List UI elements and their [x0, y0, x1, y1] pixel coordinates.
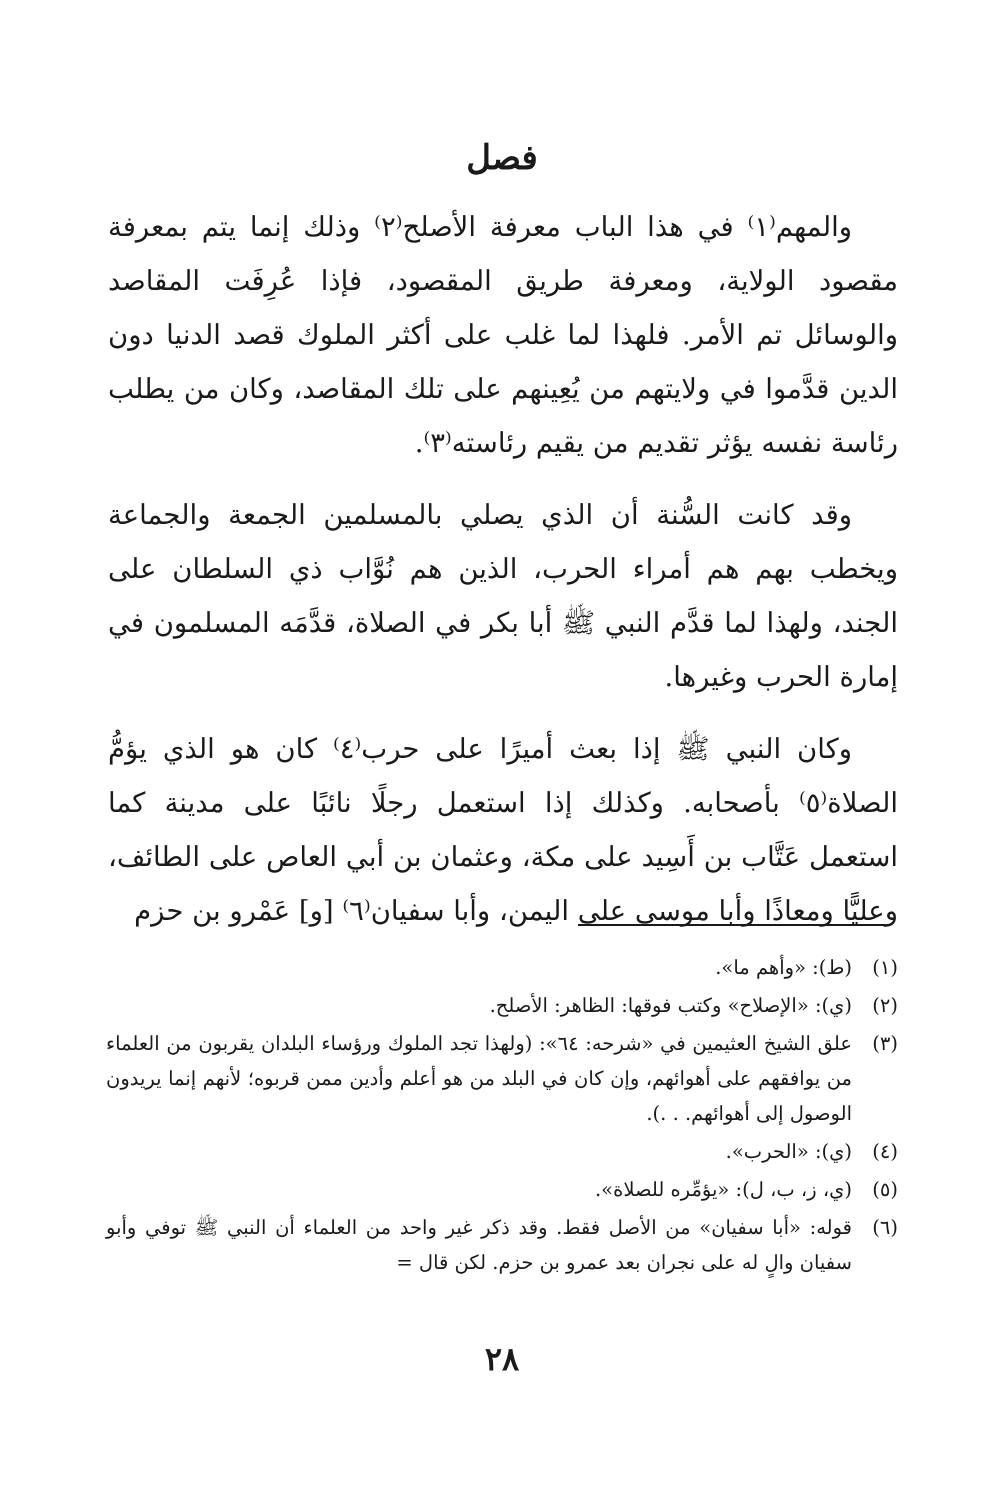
- footnote-item: [106, 1172, 898, 1207]
- footnote-item: [106, 1134, 898, 1169]
- footnote-item: [106, 1026, 898, 1131]
- footnote-item: [106, 1210, 898, 1280]
- footnote-number: (٦): [872, 1216, 898, 1239]
- main-text: [108, 200, 898, 956]
- section-heading: فصل: [466, 138, 538, 178]
- page-number: ٢٨: [484, 1340, 520, 1378]
- footnote-text: (ي، ز، ب، ل): «يؤمِّره للصلاة».: [594, 1178, 852, 1201]
- footnote-item: [106, 988, 898, 1023]
- footnote-text: (ط): «وأهم ما».: [715, 956, 852, 979]
- footnote-item: [106, 950, 898, 985]
- footnote-number: (١): [872, 956, 898, 979]
- footnote-number: (٣): [872, 1032, 898, 1055]
- footnote-number: (٢): [872, 994, 898, 1017]
- footnote-number: (٤): [872, 1140, 898, 1163]
- footnote-text: (ي): «الإصلاح» وكتب فوقها: الظاهر: الأصلح.: [489, 994, 852, 1017]
- footnote-text: علق الشيخ العثيمين في «شرحه: ٦٤»: (ولهذا تجد الملوك ورؤساء البلدان يقربون من العلماء من يوافقهم على أهوائهم، وإن كان في البلد من هو أعلم وأدين ممن قربوه؛ لأنهم إنما يريدون الوصول إلى أهوائهم. . .).: [106, 1032, 853, 1125]
- paragraph: وقد كانت السُّنة أن الذي يصلي بالمسلمين الجمعة والجماعة ويخطب بهم هم أمراء الحرب، الذين هم نُوَّاب ذي السلطان على الجند، ولهذا لما قدَّم النبي ﷺ أبا بكر في الصلاة، قدَّمَه المسلمون في إمارة الحرب وغيرها.: [108, 499, 898, 693]
- footnotes-list: [106, 950, 898, 1283]
- paragraph: وكان النبي ﷺ إذا بعث أميرًا على حرب⁽٤⁾ كان هو الذي يؤمُّ الصلاة⁽٥⁾ بأصحابه. وكذلك إذا استعمل رجلًا نائبًا على مدينة كما استعمل عَتَّاب بن أَسِيد على مكة، وعثمان بن أبي العاص على الطائف، وعليًّا ومعاذًا وأبا موسى على اليمن، وأبا سفيان⁽٦⁾ [و] عَمْرو بن حزم: [108, 733, 898, 927]
- footnote-separator: [578, 924, 886, 926]
- footnote-text: قوله: «أبا سفيان» من الأصل فقط. وقد ذكر غير واحد من العلماء أن النبي ﷺ توفي وأبو سفيان والٍ له على نجران بعد عمرو بن حزم. لكن قال =: [106, 1216, 852, 1274]
- footnote-text: (ي): «الحرب».: [725, 1140, 852, 1163]
- footnote-number: (٥): [872, 1178, 898, 1201]
- paragraph: والمهم⁽١⁾ في هذا الباب معرفة الأصلح⁽٢⁾ وذلك إنما يتم بمعرفة مقصود الولاية، ومعرفة طريق المقصود، فإذا عُرِفَت المقاصد والوسائل تم الأمر. فلهذا لما غلب على أكثر الملوك قصد الدنيا دون الدين قدَّموا في ولايتهم من يُعِينهم على تلك المقاصد، وكان من يطلب رئاسة نفسه يؤثر تقديم من يقيم رئاسته⁽٣⁾.: [108, 211, 898, 459]
